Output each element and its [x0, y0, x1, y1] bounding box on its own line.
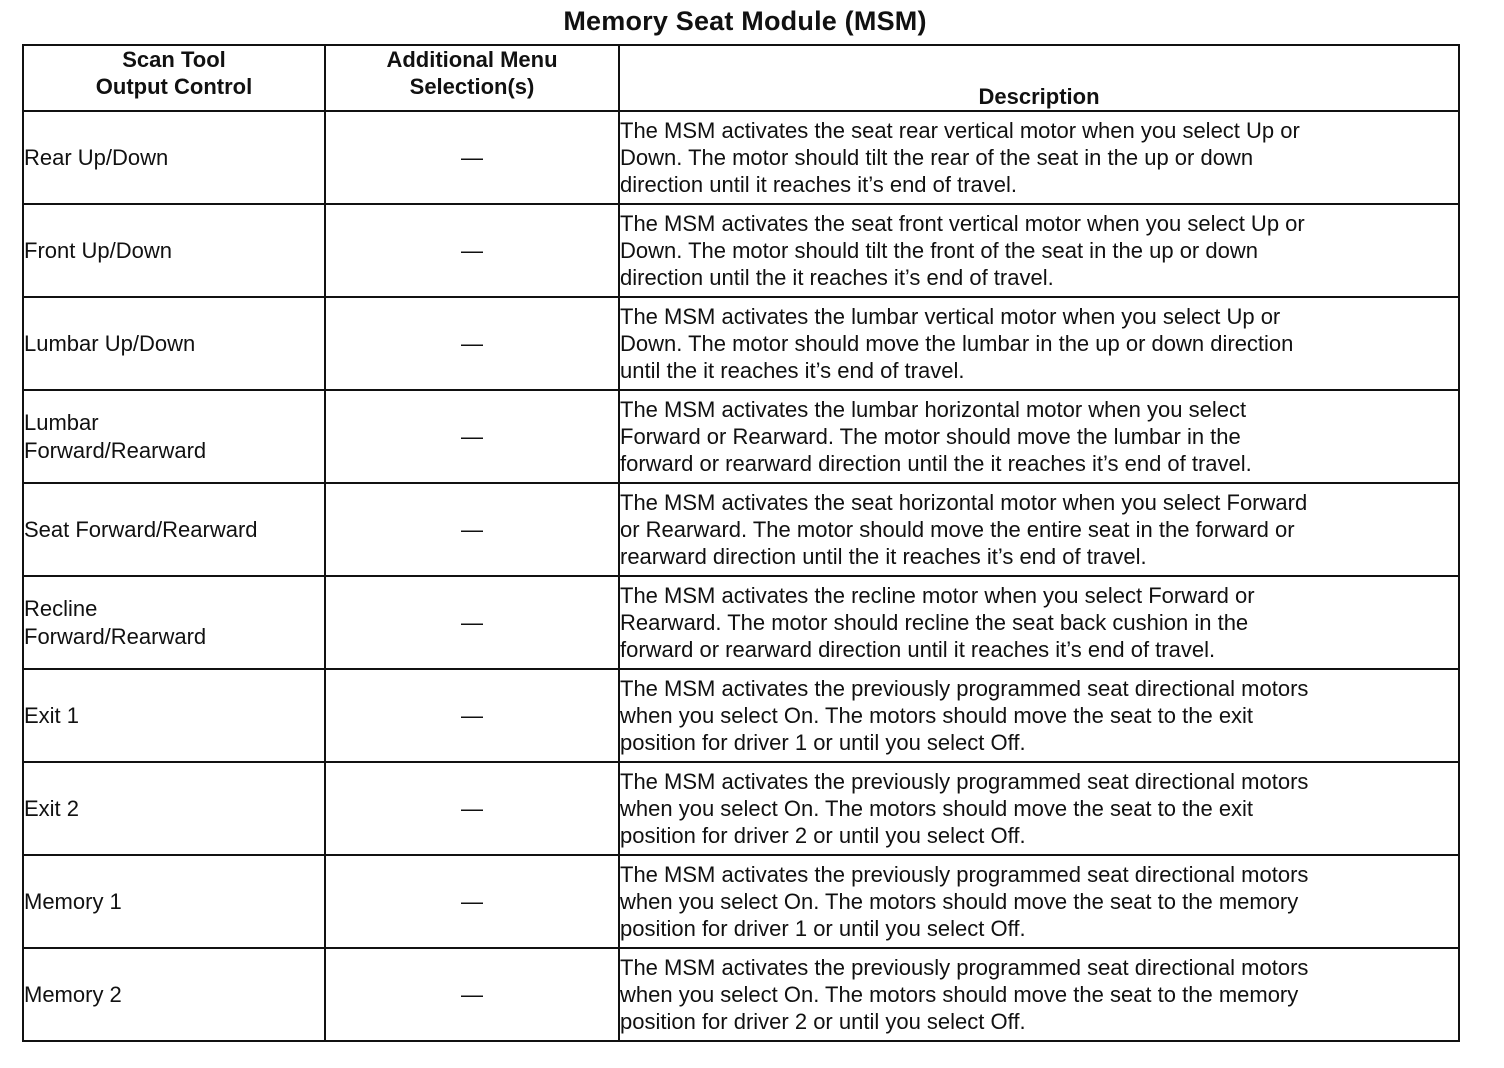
additional-menu-selection-cell: — — [325, 948, 619, 1041]
output-control-cell — [23, 855, 325, 948]
table-row — [23, 483, 1459, 576]
table-header-row — [23, 45, 1459, 111]
output-control-label: Lumbar Up/Down — [24, 330, 196, 356]
description-line: The MSM activates the previously programmed seat directional motors — [620, 955, 1309, 980]
table-row — [23, 669, 1459, 762]
table-row — [23, 204, 1459, 297]
column-header-line: Additional Menu — [386, 47, 558, 72]
description-line: when you select On. The motors should move the seat to the exit — [620, 703, 1254, 728]
description-line: The MSM activates the lumbar horizontal motor when you select — [620, 397, 1247, 422]
description-line: The MSM activates the recline motor when you select Forward or — [620, 583, 1255, 608]
column-header-line: Scan Tool — [122, 47, 226, 72]
description-line: The MSM activates the seat front vertical motor when you select Up or — [620, 211, 1305, 236]
description-line: position for driver 1 or until you select Off. — [620, 730, 1026, 755]
table-row — [23, 855, 1459, 948]
output-control-label: Memory 1 — [24, 888, 122, 914]
table-row — [23, 111, 1459, 204]
description-cell — [619, 483, 1459, 576]
output-control-cell — [23, 576, 325, 669]
output-control-label: Memory 2 — [24, 981, 122, 1007]
description-line: forward or rearward direction until it reaches it’s end of travel. — [620, 637, 1216, 662]
description-line: The MSM activates the previously programmed seat directional motors — [620, 862, 1309, 887]
table-row — [23, 762, 1459, 855]
description-line: direction until it reaches it’s end of travel. — [620, 172, 1018, 197]
description-cell — [619, 948, 1459, 1041]
additional-menu-selection-cell: — — [325, 855, 619, 948]
additional-menu-selection-cell: — — [325, 204, 619, 297]
output-control-cell — [23, 390, 325, 483]
output-control-label: Forward/Rearward — [24, 437, 207, 463]
column-header-line: Selection(s) — [409, 74, 535, 99]
column-header-scan-tool-output-control — [23, 45, 325, 111]
description-line: until the it reaches it’s end of travel. — [620, 358, 965, 383]
output-control-cell — [23, 948, 325, 1041]
additional-menu-selection-cell: — — [325, 576, 619, 669]
description-cell — [619, 204, 1459, 297]
description-line: The MSM activates the lumbar vertical motor when you select Up or — [620, 304, 1281, 329]
output-control-label: Recline — [24, 595, 98, 621]
page-title: Memory Seat Module (MSM) — [563, 6, 927, 36]
description-line: The MSM activates the previously programmed seat directional motors — [620, 676, 1309, 701]
additional-menu-selection-cell: — — [325, 669, 619, 762]
description-cell — [619, 669, 1459, 762]
additional-menu-selection-cell: — — [325, 483, 619, 576]
output-control-cell — [23, 669, 325, 762]
column-header-additional-menu-selections — [325, 45, 619, 111]
output-control-label: Exit 2 — [24, 795, 80, 821]
additional-menu-selection-cell: — — [325, 111, 619, 204]
output-control-label: Lumbar — [24, 409, 99, 435]
description-line: The MSM activates the seat rear vertical motor when you select Up or — [620, 118, 1300, 143]
output-control-label: Exit 1 — [24, 702, 80, 728]
description-line: position for driver 1 or until you select Off. — [620, 916, 1026, 941]
description-line: when you select On. The motors should move the seat to the memory — [620, 889, 1299, 914]
description-line: when you select On. The motors should move the seat to the memory — [620, 982, 1299, 1007]
output-control-label: Rear Up/Down — [24, 144, 169, 170]
additional-menu-selection-cell: — — [325, 762, 619, 855]
description-line: when you select On. The motors should move the seat to the exit — [620, 796, 1254, 821]
description-line: rearward direction until the it reaches it’s end of travel. — [620, 544, 1147, 569]
description-line: position for driver 2 or until you select Off. — [620, 823, 1026, 848]
output-control-label: Forward/Rearward — [24, 623, 207, 649]
description-line: or Rearward. The motor should move the entire seat in the forward or — [620, 517, 1295, 542]
additional-menu-selection-cell: — — [325, 297, 619, 390]
table-body — [23, 111, 1459, 1041]
msm-output-control-table — [22, 44, 1460, 1042]
output-control-label: Front Up/Down — [24, 237, 172, 263]
table-row — [23, 297, 1459, 390]
description-line: position for driver 2 or until you select Off. — [620, 1009, 1026, 1034]
description-cell — [619, 297, 1459, 390]
table-row — [23, 948, 1459, 1041]
output-control-cell — [23, 297, 325, 390]
additional-menu-selection-cell: — — [325, 390, 619, 483]
description-line: direction until the it reaches it’s end of travel. — [620, 265, 1054, 290]
column-header-line: Output Control — [95, 74, 253, 99]
description-cell — [619, 855, 1459, 948]
output-control-cell — [23, 483, 325, 576]
output-control-cell — [23, 111, 325, 204]
description-line: Down. The motor should tilt the rear of the seat in the up or down — [620, 145, 1254, 170]
description-line: forward or rearward direction until the it reaches it’s end of travel. — [620, 451, 1252, 476]
description-line: Forward or Rearward. The motor should move the lumbar in the — [620, 424, 1241, 449]
description-cell — [619, 762, 1459, 855]
description-line: Down. The motor should tilt the front of the seat in the up or down — [620, 238, 1258, 263]
description-line: Down. The motor should move the lumbar in the up or down direction — [620, 331, 1294, 356]
output-control-cell — [23, 204, 325, 297]
output-control-label: Seat Forward/Rearward — [24, 516, 258, 542]
table-row — [23, 576, 1459, 669]
column-header-description: Description — [619, 45, 1459, 111]
table-row — [23, 390, 1459, 483]
description-line: The MSM activates the seat horizontal motor when you select Forward — [620, 490, 1308, 515]
description-line: The MSM activates the previously programmed seat directional motors — [620, 769, 1309, 794]
description-cell — [619, 390, 1459, 483]
output-control-cell — [23, 762, 325, 855]
description-line: Rearward. The motor should recline the seat back cushion in the — [620, 610, 1249, 635]
description-cell — [619, 111, 1459, 204]
description-cell — [619, 576, 1459, 669]
